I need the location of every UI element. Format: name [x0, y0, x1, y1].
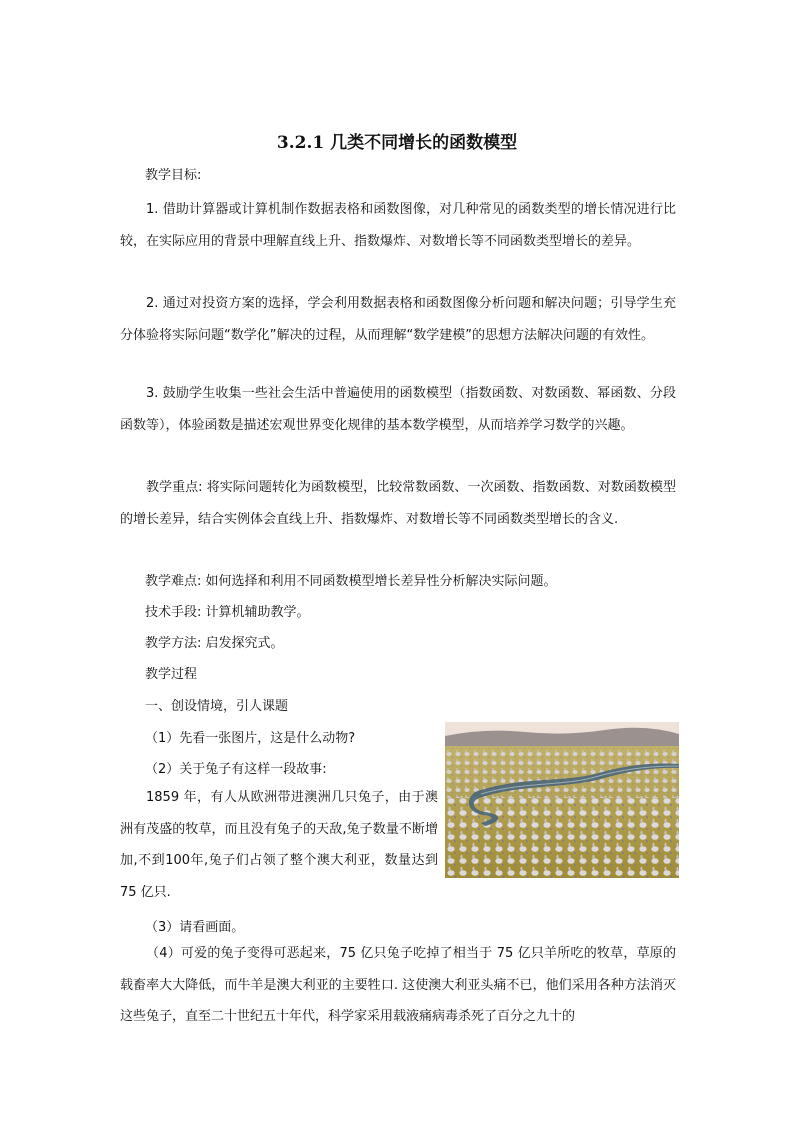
technique: 技术手段: 计算机辅助教学。 [145, 605, 310, 620]
goal-1: 1. 借助计算器或计算机制作数据表格和函数图像，对几种常见的函数类型的增长情况进行比较，在实际应用的背景中理解直线上升、指数爆炸、对数增长等不同函数类型增长的差异。 [120, 202, 676, 249]
method: 教学方法: 启发探究式。 [145, 636, 284, 651]
page-title: 3.2.1 几类不同增长的函数模型 [276, 133, 518, 153]
question-2: （2）关于兔子有这样一段故事: [145, 762, 327, 777]
rabbit-story: 1859 年，有人从欧洲带进澳洲几只兔子，由于澳洲有茂盛的牧草，而且没有兔子的天敌,兔子数量不断增加,不到100年,兔子们占领了整个澳大利亚，数量达到 75 亿只. [120, 790, 438, 900]
difficulty: 教学难点: 如何选择和利用不同函数模型增长差异性分析解决实际问题。 [145, 574, 557, 589]
process-heading: 教学过程 [145, 667, 198, 682]
key-points: 教学重点: 将实际问题转化为函数模型，比较常数函数、一次函数、指数函数、对数函数模型的增长差异，结合实例体会直线上升、指数爆炸、对数增长等不同函数类型增长的含义. [120, 480, 676, 527]
goal-2: 2. 通过对投资方案的选择，学会利用数据表格和函数图像分析问题和解决问题；引导学生充分体验将实际问题“数学化”解决的过程，从而理解“数学建模”的思想方法解决问题的有效性。 [120, 296, 676, 343]
section-1-heading: 一、创设情境，引人课题 [145, 699, 289, 714]
goal-3: 3. 鼓励学生收集一些社会生活中普遍使用的函数模型（指数函数、对数函数、幂函数、分段函数等），体验函数是描述宏观世界变化规律的基本数学模型，从而培养学习数学的兴趣。 [120, 386, 676, 433]
rabbit-field-image [445, 722, 679, 878]
question-4: （4）可爱的兔子变得可恶起来，75 亿只兔子吃掉了相当于 75 亿只羊所吃的牧草，草原的载畜率大大降低，而牛羊是澳大利亚的主要牲口. 这使澳大利亚头痛不已，他们采用各种方法消灭这些兔子，直至二十世纪五十年代，科学家采用载液痛病毒杀死了百分之九十的 [120, 946, 676, 1024]
question-3: （3）请看画面。 [145, 920, 245, 935]
goals-heading: 教学目标: [145, 168, 202, 183]
question-1: （1）先看一张图片，这是什么动物? [145, 731, 356, 746]
